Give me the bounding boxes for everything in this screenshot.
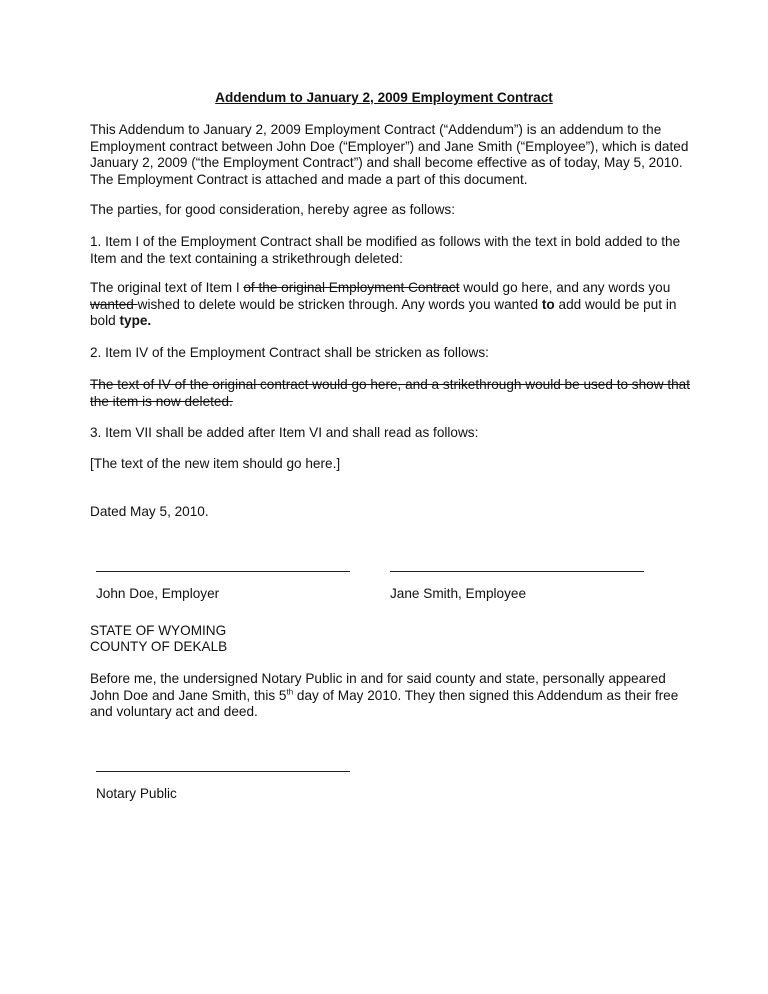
- notary-county: COUNTY OF DEKALB: [90, 639, 228, 654]
- notary-ordinal-suffix: th: [286, 686, 294, 696]
- notary-signature-line: [96, 771, 350, 772]
- item1-heading: 1. Item I of the Employment Contract shall be modified as follows with the text in bold added to the Item and the text containing a strikethrough deleted:: [90, 234, 681, 266]
- item1-text-4: add would be put in bold: [90, 296, 677, 328]
- item1-bold-1: to: [541, 296, 555, 312]
- item2-heading: 2. Item IV of the Employment Contract shall be stricken as follows:: [90, 345, 489, 360]
- parties-paragraph: The parties, for good consideration, hereby agree as follows:: [90, 202, 455, 217]
- item1-struck-2: wanted: [90, 296, 138, 312]
- employee-signature-label: Jane Smith, Employee: [390, 586, 527, 601]
- dated-line: Dated May 5, 2010.: [90, 504, 209, 519]
- item1-struck-1: of the original Employment Contract: [243, 280, 460, 295]
- employee-signature-line: [390, 571, 644, 572]
- notary-state: STATE OF WYOMING: [90, 623, 227, 638]
- item1-bold-2: type.: [119, 313, 152, 328]
- item1-body: [90, 280, 690, 330]
- notary-text-after: day of May 2010. They then signed this Addendum as their free and voluntary act and deed.: [90, 687, 679, 719]
- item1-text-3: wished to delete would be stricken through. Any words you wanted: [137, 296, 542, 312]
- item1-text-2: would go here, and any words you: [459, 280, 671, 295]
- notary-paragraph: [90, 671, 690, 721]
- item1-text-1: The original text of Item I: [90, 280, 244, 295]
- notary-signature-label: Notary Public: [96, 786, 177, 801]
- notary-text-before: Before me, the undersigned Notary Public in and for said county and state, personally appeared John Doe and Jane Smith, this 5: [90, 671, 666, 703]
- item3-heading: 3. Item VII shall be added after Item VI and shall read as follows:: [90, 425, 479, 440]
- intro-paragraph: This Addendum to January 2, 2009 Employment Contract (“Addendum”) is an addendum to the Employment contract between John Doe (“Employer”) and Jane Smith (“Employee”), which is dated January 2, 2009 (“the Employment Contract”) and shall become effective as of today, May 5, 2010. The Employment Contract is attached and made a part of this document.: [90, 122, 689, 187]
- item3-body: [The text of the new item should go here.]: [90, 456, 341, 471]
- item2-body: The text of IV of the original contract would go here, and a strikethrough would be used to show that the item is now deleted.: [90, 377, 690, 409]
- employer-signature-label: John Doe, Employer: [96, 586, 220, 601]
- document-title: Addendum to January 2, 2009 Employment Contract: [215, 90, 553, 105]
- employer-signature-line: [96, 571, 350, 572]
